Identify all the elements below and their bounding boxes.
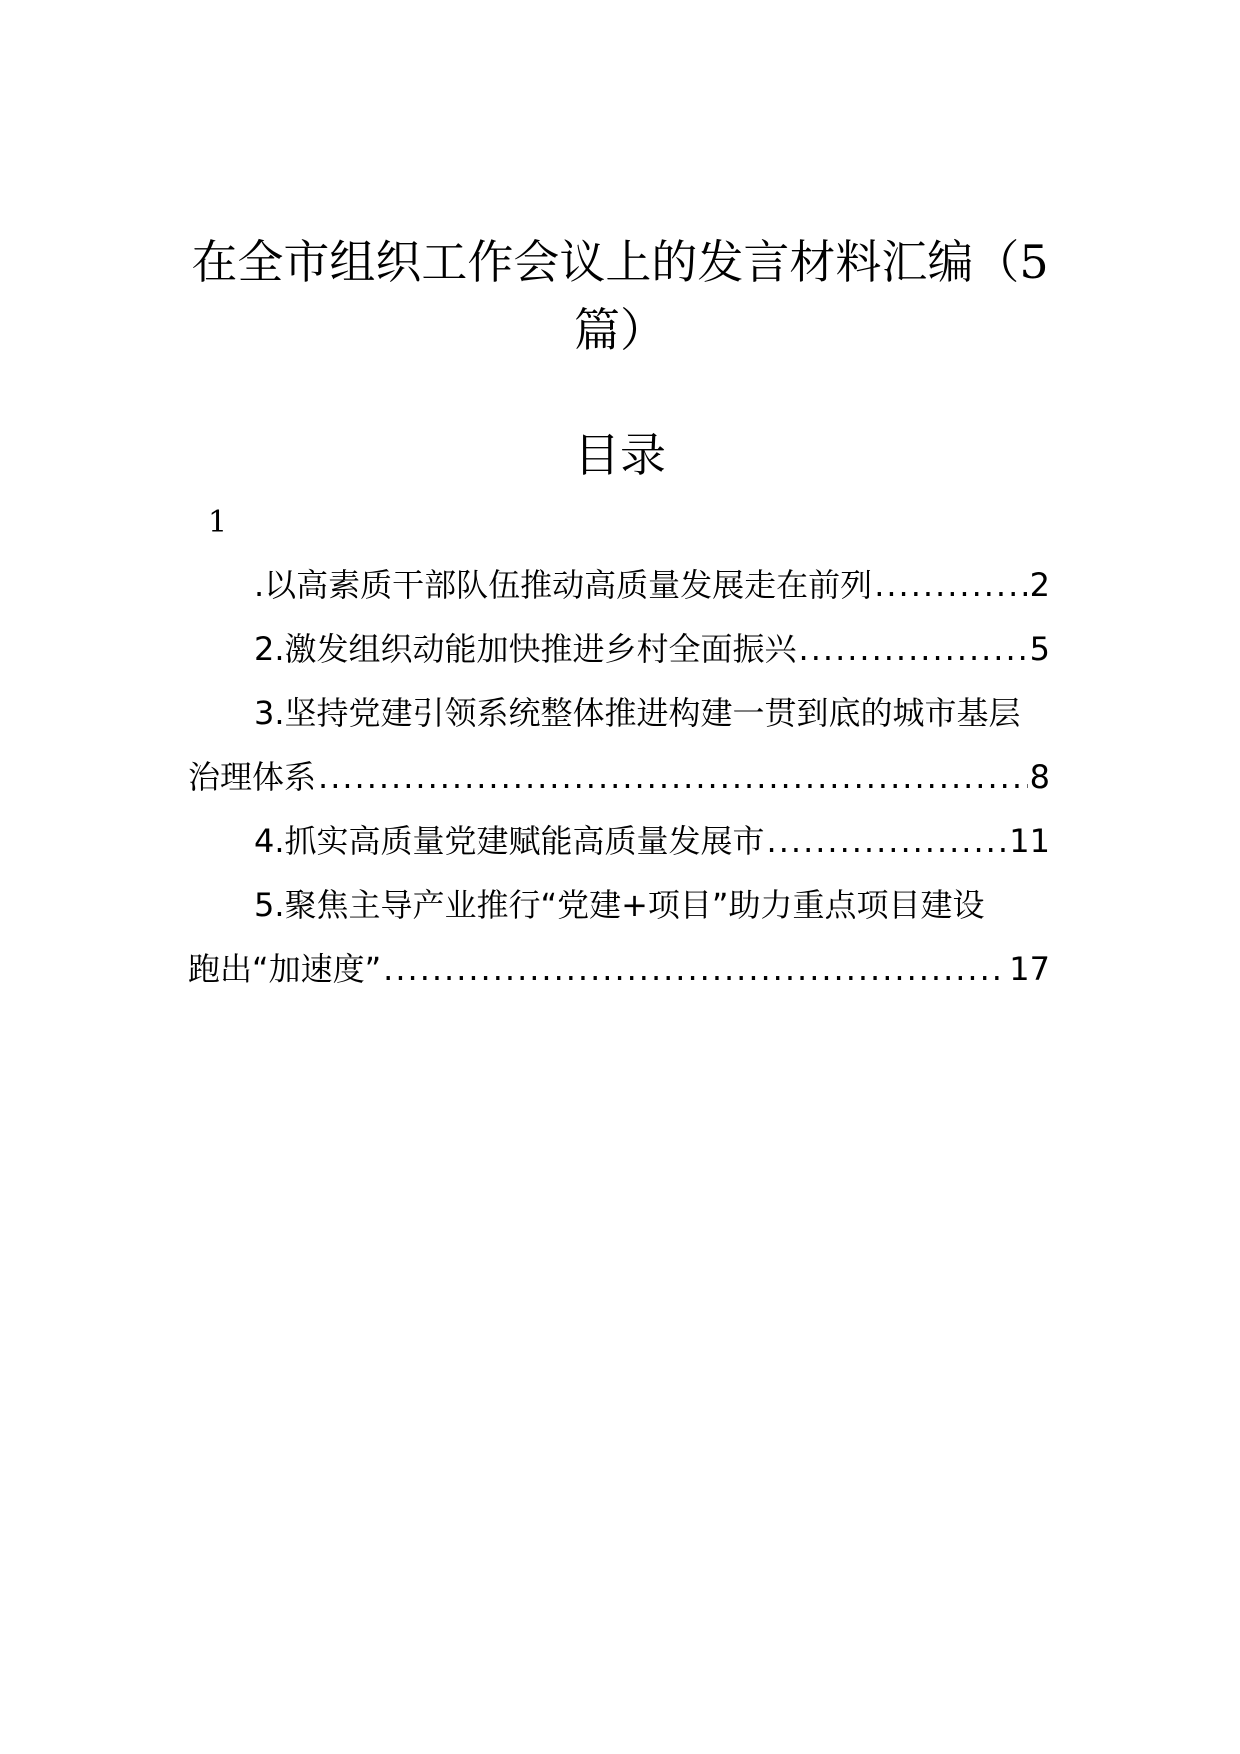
toc-entry-5-line-2[interactable] — [188, 944, 1050, 994]
toc-entry-5-title-line-2: 跑出“加速度” — [188, 950, 382, 988]
toc-entry-3-line-1[interactable] — [188, 688, 1050, 738]
toc-entry-4-title: 4.抓实高质量党建赋能高质量发展市 — [254, 822, 765, 860]
toc-entry-5-title-line-1: 5.聚焦主导产业推行“党建+项目”助力重点项目建设 — [254, 886, 985, 924]
toc-leader-dots — [383, 944, 1007, 994]
toc-leader-dots — [767, 816, 1008, 866]
toc-entry-3-line-2[interactable] — [188, 752, 1050, 802]
toc-entry-1[interactable] — [188, 560, 1050, 610]
toc-leader-dots — [874, 560, 1027, 610]
toc-entry-3-title-line-1: 3.坚持党建引领系统整体推进构建一贯到底的城市基层 — [254, 694, 1021, 732]
document-title-line-2: 篇） — [574, 303, 666, 357]
toc-entry-3-page: 8 — [1029, 758, 1050, 796]
toc-entry-1-title: .以高素质干部队伍推动高质量发展走在前列 — [254, 566, 873, 604]
toc-entry-2-title: 2.激发组织动能加快推进乡村全面振兴 — [254, 630, 797, 668]
toc-entry-4[interactable] — [188, 816, 1050, 866]
toc-entry-1-page: 2 — [1029, 566, 1050, 604]
title-text: 在全市组织工作会议上的发言材料汇编（ — [191, 235, 1020, 289]
toc-heading: 目录 — [574, 428, 666, 482]
toc-entry-4-page: 11 — [1009, 822, 1050, 860]
title-count: 5 — [1019, 235, 1049, 289]
toc-entry-5-line-1[interactable] — [188, 880, 1050, 930]
toc-entry-2[interactable] — [188, 624, 1050, 674]
toc-stray-number: 1 — [208, 505, 228, 540]
toc-leader-dots — [318, 752, 1028, 802]
toc-leader-dots — [799, 624, 1028, 674]
toc-entry-3-title-line-2: 治理体系 — [188, 758, 317, 796]
document-title-line-1 — [150, 232, 1090, 292]
toc-entry-2-page: 5 — [1029, 630, 1050, 668]
toc-entry-5-page: 17 — [1009, 950, 1050, 988]
